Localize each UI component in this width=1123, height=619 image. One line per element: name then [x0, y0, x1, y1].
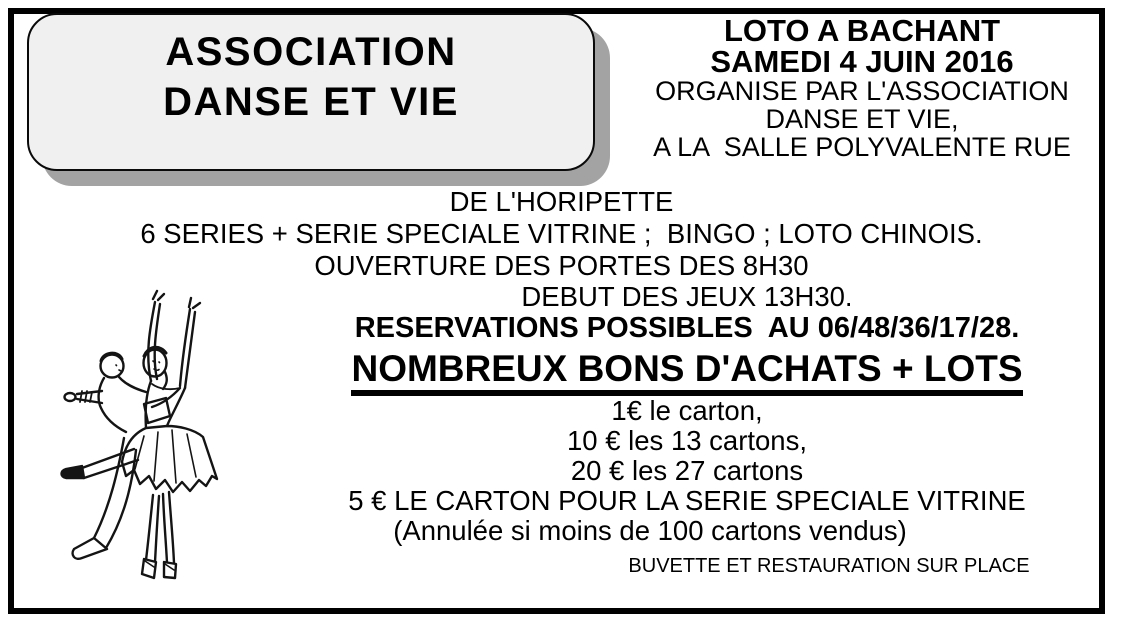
cancellation-line: (Annulée si moins de 100 cartons vendus) [393, 515, 907, 546]
masthead [618, 15, 1106, 161]
venue-line2: DE L'HORIPETTE [449, 186, 674, 217]
venue-line1: A LA SALLE POLYVALENTE RUE [653, 132, 1071, 162]
info-block-top [14, 186, 1109, 282]
info-block-main [270, 282, 1104, 581]
doors-line: OUVERTURE DES PORTES DES 8H30 [314, 250, 809, 281]
price-line-4: 5 € LE CARTON POUR LA SERIE SPECIALE VITRINE [348, 485, 1026, 516]
event-date: SAMEDI 4 JUIN 2016 [710, 44, 1014, 79]
prizes-line [270, 345, 1104, 396]
price-line-1: 1€ le carton, [611, 395, 763, 426]
association-name-line2: DANSE ET VIE [163, 80, 459, 124]
event-title: LOTO A BACHANT [723, 13, 1001, 48]
prizes-underlined-text: NOMBREUX BONS D'ACHATS + LOTS [351, 349, 1022, 396]
organizer-line2: DANSE ET VIE, [765, 104, 959, 134]
association-badge [27, 13, 595, 171]
price-line-2: 10 € les 13 cartons, [566, 425, 807, 456]
refreshments-line: BUVETTE ET RESTAURATION SUR PLACE [628, 555, 1030, 577]
association-name-line1: ASSOCIATION [165, 30, 457, 74]
organizer-line1: ORGANISE PAR L'ASSOCIATION [655, 76, 1069, 106]
series-line: 6 SERIES + SERIE SPECIALE VITRINE ; BINGO ; LOTO CHINOIS. [140, 218, 983, 249]
start-line: DEBUT DES JEUX 13H30. [521, 281, 853, 312]
reservations-line: RESERVATIONS POSSIBLES AU 06/48/36/17/28. [354, 312, 1020, 344]
price-line-3: 20 € les 27 cartons [570, 455, 804, 486]
ballet-dancers-image [56, 286, 230, 582]
